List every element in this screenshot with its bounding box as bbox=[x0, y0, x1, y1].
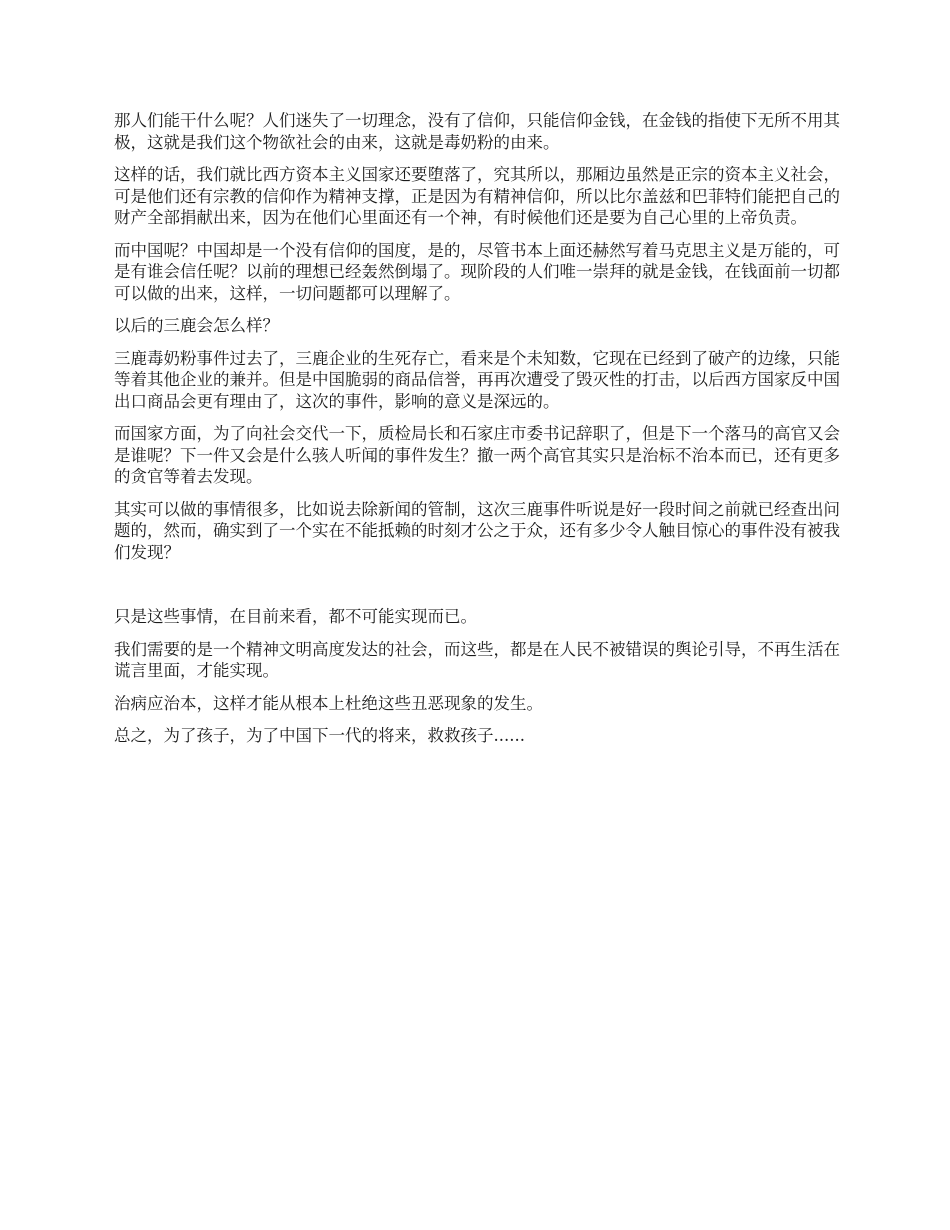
paragraph: 只是这些事情，在目前来看，都不可能实现而已。 bbox=[114, 607, 477, 626]
paragraph: 而国家方面，为了向社会交代一下，质检局长和石家庄市委书记辞职了，但是下一个落马的高官又会是谁呢？下一件又会是什么骇人听闻的事件发生？撤一两个高官其实只是治标不治本而已，还有更多的贪官等着去发现。 bbox=[114, 424, 840, 486]
section-question: 以后的三鹿会怎么样？ bbox=[114, 316, 279, 335]
closing-paragraph: 总之，为了孩子，为了中国下一代的将来，救救孩子...... bbox=[114, 726, 525, 745]
document-body bbox=[114, 110, 840, 758]
paragraph: 治病应治本，这样才能从根本上杜绝这些丑恶现象的发生。 bbox=[114, 693, 543, 713]
paragraph: 而中国呢？中国却是一个没有信仰的国度，是的，尽管书本上面还赫然写着马克思主义是万能的，可是有谁会信任呢？以前的理想已经轰然倒塌了。现阶段的人们唯一崇拜的就是金钱，在钱面前一切都可以做的出来，这样，一切问题都可以理解了。 bbox=[114, 240, 840, 303]
paragraph: 其实可以做的事情很多，比如说去除新闻的管制，这次三鹿事件听说是好一段时间之前就已经查出问题的，然而，确实到了一个实在不能抵赖的时刻才公之于众，还有多少令人触目惊心的事件没有被我们发现？ bbox=[114, 499, 840, 562]
paragraph: 三鹿毒奶粉事件过去了，三鹿企业的生死存亡，看来是个未知数，它现在已经到了破产的边缘，只能等着其他企业的兼并。但是中国脆弱的商品信誉，再再次遭受了毁灭性的打击，以后西方国家反中国出口商品会更有理由了，这次的事件，影响的意义是深远的。 bbox=[114, 348, 840, 411]
paragraph-spacer bbox=[114, 574, 840, 606]
paragraph: 我们需要的是一个精神文明高度发达的社会，而这些，都是在人民不被错误的舆论引导，不再生活在谎言里面，才能实现。 bbox=[114, 639, 840, 680]
paragraph: 这样的话，我们就比西方资本主义国家还要堕落了，究其所以，那厢边虽然是正宗的资本主义社会，可是他们还有宗教的信仰作为精神支撑，正是因为有精神信仰，所以比尔盖兹和巴菲特们能把自己的财产全部捐献出来，因为在他们心里面还有一个神，有时候他们还是要为自己心里的上帝负责。 bbox=[114, 165, 840, 227]
paragraph: 那人们能干什么呢？人们迷失了一切理念，没有了信仰，只能信仰金钱，在金钱的指使下无所不用其极，这就是我们这个物欲社会的由来，这就是毒奶粉的由来。 bbox=[114, 111, 840, 152]
